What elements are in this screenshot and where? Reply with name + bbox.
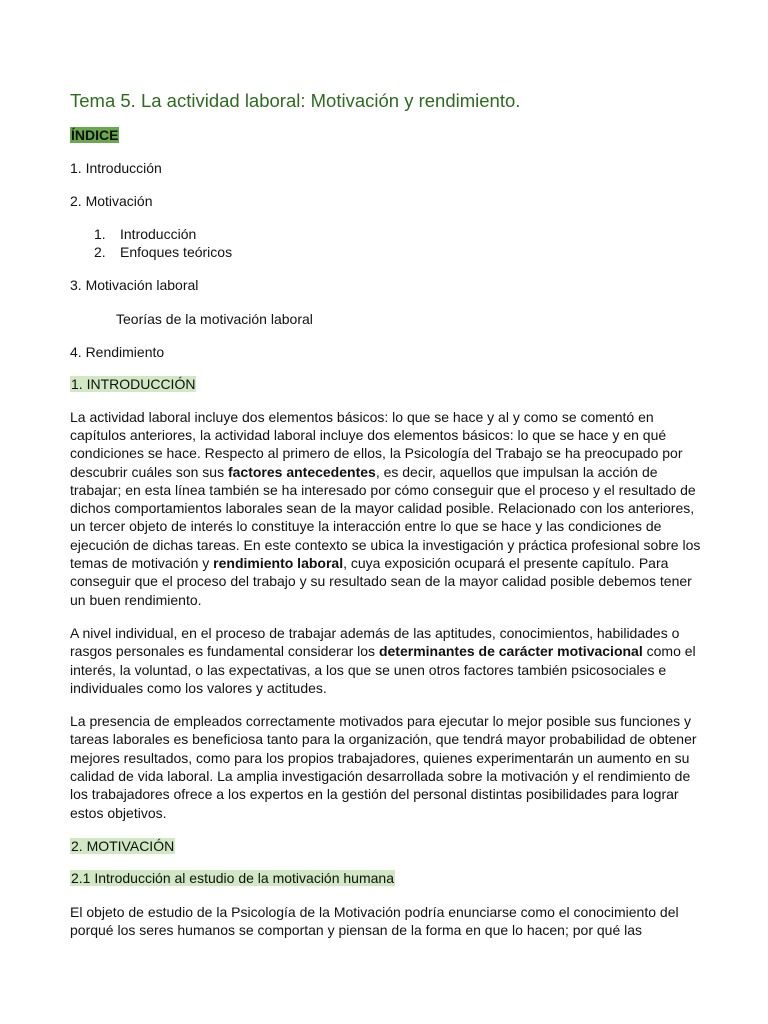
toc-sublist bbox=[70, 225, 702, 262]
section-2-heading-text: 2. MOTIVACIÓN bbox=[71, 837, 175, 854]
section-1-heading-text: 1. INTRODUCCIÓN bbox=[71, 376, 196, 393]
toc-subitem bbox=[94, 225, 702, 243]
document-title: Tema 5. La actividad laboral: Motivación y rendimiento. bbox=[70, 90, 521, 111]
paragraph-1-text-c: , es decir, aquellos que impulsan la acción de trabajar; en esta línea también se ha interesado por cómo conseguir que el proceso y el resultado de dichos comportamientos laborales sean de la mayor calidad posible. Relacionado con los anteriores, un tercer objeto de interés lo constituye la interacción entre lo que se hace y las condiciones de ejecución de dichas tareas. En este contexto se ubica la investigación y práctica profesional sobre los temas de motivación y bbox=[70, 463, 701, 572]
paragraph-1-bold-2: rendimiento laboral bbox=[213, 555, 344, 572]
paragraph-2 bbox=[70, 624, 702, 697]
document-content bbox=[70, 88, 702, 939]
section-2-1-heading-text: 2.1 Introducción al estudio de la motivación humana bbox=[71, 870, 394, 887]
section-1-heading bbox=[70, 375, 702, 393]
toc-subitem-number: 2. bbox=[94, 244, 106, 261]
toc-item-2: 2. Motivación bbox=[70, 192, 153, 209]
toc-subitem-number: 1. bbox=[94, 225, 106, 242]
paragraph-3: La presencia de empleados correctamente motivados para ejecutar lo mejor posible sus funciones y tareas laborales es beneficiosa tanto para la organización, que tendrá mayor probabilidad de obtener mejores resultados, como para los propios trabajadores, quienes experimentarán un aumento en su calidad de vida laboral. La amplia investigación desarrollada sobre la motivación y el rendimiento de los trabajadores ofrece a los expertos en la gestión del personal distintas posibilidades para lograr estos objetivos. bbox=[70, 713, 697, 821]
toc-item-3-subitem: Teorías de la motivación laboral bbox=[116, 310, 313, 327]
paragraph-1 bbox=[70, 408, 702, 609]
toc-item-4: 4. Rendimiento bbox=[70, 344, 165, 361]
paragraph-1-bold-1: factores antecedentes bbox=[227, 463, 376, 480]
toc-item-1: 1. Introducción bbox=[70, 160, 162, 177]
paragraph-2-text-a: A nivel individual, en el proceso de trabajar además de las aptitudes, conocimientos, habilidades o rasgos personales es fundamental considerar los bbox=[70, 624, 680, 660]
paragraph-1-text-a: La actividad laboral incluye dos elementos básicos: lo que se hace y al y como se comentó en capítulos anteriores, la actividad laboral incluye dos elementos básicos: lo que se hace y en qué condiciones se hace. Respecto al primero de ellos, la Psicología del Trabajo se ha preocupado por descubrir cuáles son sus bbox=[70, 408, 683, 480]
paragraph-4: El objeto de estudio de la Psicología de la Motivación podría enunciarse como el conocimiento del porqué los seres humanos se comportan y piensan de la forma en que lo hacen; por qué las bbox=[70, 903, 679, 938]
toc-item-3: 3. Motivación laboral bbox=[70, 277, 199, 294]
toc-subitem bbox=[94, 243, 702, 261]
toc-subitem-label: Introducción bbox=[120, 225, 197, 242]
index-label: ÍNDICE bbox=[71, 127, 119, 143]
section-2-heading bbox=[70, 837, 702, 855]
paragraph-2-text-c: como el interés, la voluntad, o las expectativas, a los que se unen otros factores también psicosociales e individuales como los valores y actitudes. bbox=[70, 643, 696, 696]
paragraph-2-bold: determinantes de carácter motivacional bbox=[378, 643, 643, 660]
paragraph-1-text-d: , cuya exposición ocupará el presente capítulo. Para conseguir que el proceso del trabajo y su resultado sean de la mayor calidad posible debemos tener un buen rendimiento. bbox=[70, 555, 692, 608]
section-2-1-heading bbox=[70, 869, 702, 887]
toc-subitem-label: Enfoques teóricos bbox=[120, 244, 233, 261]
index-heading bbox=[70, 126, 702, 144]
